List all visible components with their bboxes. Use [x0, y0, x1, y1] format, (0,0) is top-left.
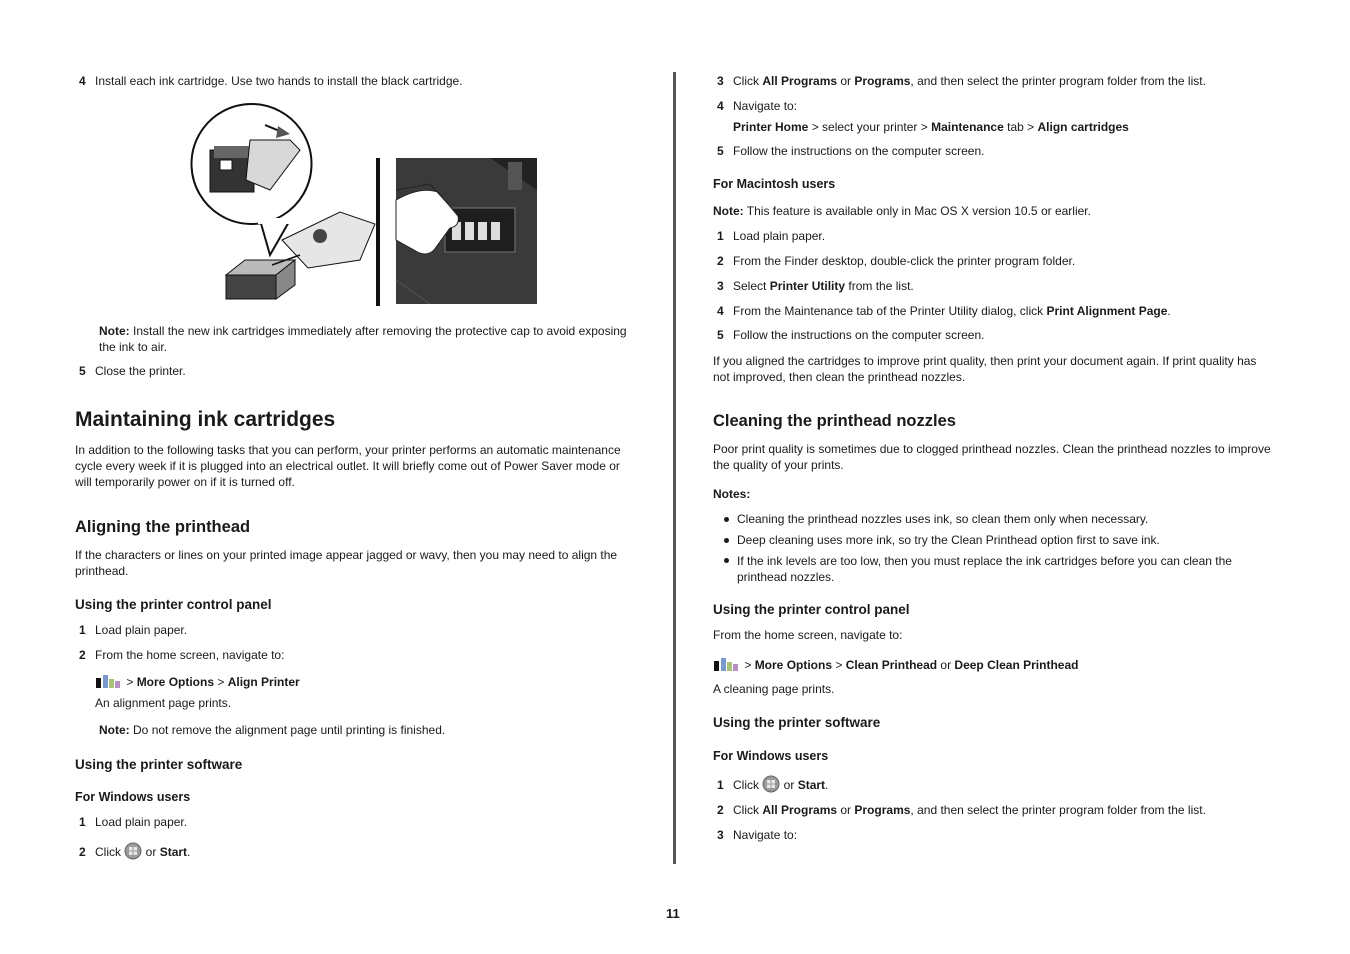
step-text-part: or	[837, 74, 855, 88]
path-separator: >	[832, 658, 846, 672]
note-paragraph	[99, 723, 445, 737]
section-heading: Cleaning the printhead nozzles	[713, 412, 956, 430]
step-number: 4	[717, 304, 724, 318]
step-text-part: , and then select the printer program folder from the list.	[910, 74, 1206, 88]
subsection-heading: Using the printer software	[713, 715, 881, 730]
bullet-line: printhead nozzles.	[737, 570, 835, 584]
step-number: 1	[79, 815, 86, 829]
step-number: 2	[79, 648, 86, 662]
windows-start-icon	[762, 775, 780, 793]
paragraph-line: If you aligned the cartridges to improve print quality, then print your document again. If print quality has	[713, 354, 1257, 368]
path-text: or	[937, 658, 955, 672]
step-text: Follow the instructions on the computer screen.	[733, 328, 985, 342]
step-text	[733, 304, 1171, 318]
bullet-marker	[724, 538, 729, 543]
all-programs-label: All Programs	[762, 803, 838, 817]
step-text: From the Finder desktop, double-click the printer program folder.	[733, 254, 1076, 268]
step-text	[733, 279, 914, 293]
result-text: A cleaning page prints.	[713, 682, 835, 696]
step-text: Navigate to:	[733, 99, 798, 113]
paragraph-line: Poor print quality is sometimes due to clogged printhead nozzles. Clean the printhead nozzles to improve	[713, 442, 1271, 456]
path-separator: >	[214, 675, 228, 689]
step-text-part: or	[142, 845, 160, 859]
step-text: Follow the instructions on the computer screen.	[733, 144, 985, 158]
all-programs-label: All Programs	[762, 74, 838, 88]
bullet-line: If the ink levels are too low, then you must replace the ink cartridges before you can clean the	[737, 554, 1232, 568]
step-number: 1	[79, 623, 86, 637]
subsection-heading: Using the printer control panel	[75, 597, 272, 612]
windows-start-icon	[124, 842, 142, 860]
programs-label: Programs	[854, 74, 911, 88]
path-text: tab >	[1003, 120, 1038, 134]
bullet-marker	[724, 558, 729, 563]
deep-clean-printhead-label: Deep Clean Printhead	[954, 658, 1079, 672]
step-number: 1	[717, 778, 724, 792]
step-text	[95, 842, 190, 860]
navigation-path	[713, 656, 1078, 672]
step-number: 4	[717, 99, 724, 113]
step-number: 2	[717, 803, 724, 817]
step-number: 4	[79, 74, 86, 88]
path-separator: >	[123, 675, 137, 689]
step-text: Install each ink cartridge. Use two hands to install the black cartridge.	[95, 74, 463, 88]
note-paragraph	[713, 204, 1091, 218]
step-text: Load plain paper.	[95, 623, 188, 637]
more-options-label: More Options	[136, 675, 215, 689]
ink-cartridge-illustration	[190, 100, 540, 308]
step-text: Close the printer.	[95, 364, 186, 378]
paragraph-line: cycle every week if it is plugged into an electrical outlet. It will briefly come out of Power Saver mode or	[75, 459, 620, 473]
subsection-heading: For Windows users	[713, 749, 829, 763]
note-text: Install the new ink cartridges immediately after removing the protective cap to avoid exposing	[133, 324, 627, 338]
step-number: 2	[79, 845, 86, 859]
step-number: 3	[717, 828, 724, 842]
step-text	[733, 803, 1206, 817]
step-text: Navigate to:	[733, 828, 798, 842]
note-text: the ink to air.	[99, 340, 168, 354]
note-label: Note:	[99, 723, 130, 737]
bullet-text	[737, 553, 1297, 585]
navigation-path	[95, 673, 300, 689]
page-number: 11	[666, 906, 680, 921]
printer-home-label: Printer Home	[733, 120, 809, 134]
note-label: Note:	[99, 324, 130, 338]
paragraph-line: In addition to the following tasks that you can perform, your printer performs an automatic maintenance	[75, 443, 621, 457]
print-alignment-page-label: Print Alignment Page	[1046, 304, 1168, 318]
align-cartridges-label: Align cartridges	[1037, 120, 1129, 134]
step-text	[733, 775, 828, 793]
subsection-heading: For Macintosh users	[713, 177, 836, 191]
paragraph	[75, 547, 655, 579]
path-text: > select your printer >	[808, 120, 932, 134]
step-text-part: Click	[733, 74, 763, 88]
step-text: From the home screen, navigate to:	[95, 648, 285, 662]
step-text-part: or	[780, 778, 798, 792]
start-label: Start	[159, 845, 188, 859]
column-divider	[673, 72, 676, 864]
maintenance-label: Maintenance	[931, 120, 1004, 134]
paragraph	[713, 353, 1293, 385]
paragraph: From the home screen, navigate to:	[713, 628, 903, 642]
result-text: An alignment page prints.	[95, 696, 232, 710]
section-heading: Maintaining ink cartridges	[75, 408, 336, 431]
more-options-label: More Options	[754, 658, 833, 672]
printer-home-icon	[95, 673, 121, 689]
note-label: Note:	[713, 204, 744, 218]
step-text-part: From the Maintenance tab of the Printer Utility dialog, click	[733, 304, 1047, 318]
notes-label: Notes:	[713, 487, 751, 501]
start-label: Start	[797, 778, 826, 792]
step-text-part: Click	[95, 845, 125, 859]
step-text-part: Click	[733, 803, 763, 817]
note-text: This feature is available only in Mac OS X version 10.5 or earlier.	[746, 204, 1091, 218]
bullet-marker	[724, 517, 729, 522]
paragraph-line: the quality of your prints.	[713, 458, 844, 472]
subsection-heading: Using the printer control panel	[713, 602, 910, 617]
subsection-heading: Using the printer software	[75, 757, 243, 772]
step-number: 2	[717, 254, 724, 268]
step-text-part: , and then select the printer program folder from the list.	[910, 803, 1206, 817]
subsection-heading: For Windows users	[75, 790, 191, 804]
clean-printhead-label: Clean Printhead	[845, 658, 938, 672]
paragraph	[75, 442, 655, 490]
step-number: 5	[79, 364, 86, 378]
step-number: 3	[717, 74, 724, 88]
step-text-part: .	[825, 778, 829, 792]
paragraph-line: If the characters or lines on your printed image appear jagged or wavy, then you may need to align the	[75, 548, 618, 562]
section-heading: Aligning the printhead	[75, 518, 251, 536]
navigation-path	[733, 120, 1129, 134]
step-text-part: Click	[733, 778, 763, 792]
step-number: 5	[717, 328, 724, 342]
note-paragraph	[99, 323, 659, 355]
path-separator: >	[741, 658, 755, 672]
paragraph-line: not improved, then clean the printhead nozzles.	[713, 370, 966, 384]
paragraph	[713, 441, 1293, 473]
step-number: 5	[717, 144, 724, 158]
paragraph-line: will temporarily power on if it is turned off.	[75, 475, 295, 489]
paragraph-line: printhead.	[75, 564, 129, 578]
step-text: Load plain paper.	[733, 229, 826, 243]
align-printer-label: Align Printer	[227, 675, 300, 689]
step-text-part: .	[187, 845, 191, 859]
programs-label: Programs	[854, 803, 911, 817]
bullet-text: Deep cleaning uses more ink, so try the Clean Printhead option first to save ink.	[737, 533, 1160, 547]
step-text-part: Select	[733, 279, 770, 293]
step-text: Load plain paper.	[95, 815, 188, 829]
bullet-text: Cleaning the printhead nozzles uses ink, so clean them only when necessary.	[737, 512, 1149, 526]
step-text-part: .	[1167, 304, 1171, 318]
printer-utility-label: Printer Utility	[769, 279, 846, 293]
step-number: 3	[717, 279, 724, 293]
step-number: 1	[717, 229, 724, 243]
note-text: Do not remove the alignment page until printing is finished.	[133, 723, 446, 737]
step-text	[733, 74, 1206, 88]
step-text-part: or	[837, 803, 855, 817]
step-text-part: from the list.	[845, 279, 914, 293]
printer-home-icon	[713, 656, 739, 672]
